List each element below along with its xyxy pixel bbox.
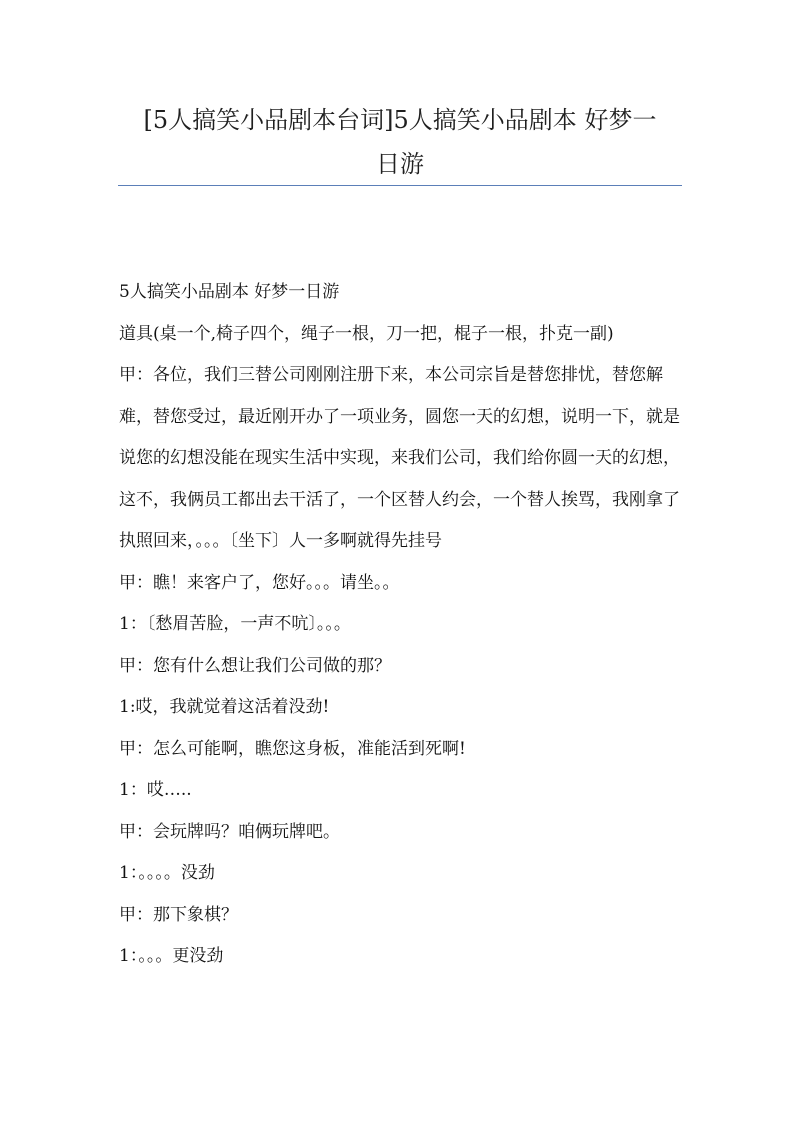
document-title bbox=[118, 98, 682, 186]
dialogue-line: 甲：那下象棋？ bbox=[119, 904, 238, 925]
title-underline bbox=[118, 185, 682, 186]
document-body bbox=[119, 272, 691, 978]
dialogue-line: 甲：怎么可能啊，瞧您这身板，准能活到死啊! bbox=[119, 738, 466, 759]
title-line-2: 日游 bbox=[376, 150, 424, 178]
dialogue-line: 甲：会玩牌吗？咱俩玩牌吧。 bbox=[119, 821, 340, 842]
dialogue-line: 甲：您有什么想让我们公司做的那？ bbox=[119, 655, 391, 676]
dialogue-line: 甲：瞧！来客户了，您好。。。请坐。。 bbox=[119, 572, 400, 593]
title-line-1: [5人搞笑小品剧本台词]5人搞笑小品剧本 好梦一 bbox=[143, 106, 657, 134]
script-heading: 5人搞笑小品剧本 好梦一日游 bbox=[119, 282, 340, 302]
dialogue-line: 1：。。。更没劲 bbox=[119, 946, 224, 966]
dialogue-line: 1：〔愁眉苦脸，一声不吭〕。。。 bbox=[119, 614, 351, 634]
dialogue-line: 1：。。。。没劲 bbox=[119, 863, 215, 883]
props-line: 道具(桌一个,椅子四个，绳子一根，刀一把，棍子一根，扑克一副) bbox=[119, 323, 614, 344]
dialogue-line: 1:哎，我就觉着这活着没劲! bbox=[119, 697, 330, 717]
dialogue-line: 1：哎….. bbox=[119, 780, 192, 800]
dialogue-line: 甲：各位，我们三替公司刚刚注册下来，本公司宗旨是替您排忧，替您解难，替您受过，最近刚开办了一项业务，圆您一天的幻想，说明一下，就是说您的幻想没能在现实生活中实现，来我们公司，我们给你圆一天的幻想，这不，我俩员工都出去干活了，一个区替人约会，一个替人挨骂，我刚拿了执照回来，。。。〔坐下〕人一多啊就得先挂号 bbox=[119, 365, 680, 551]
